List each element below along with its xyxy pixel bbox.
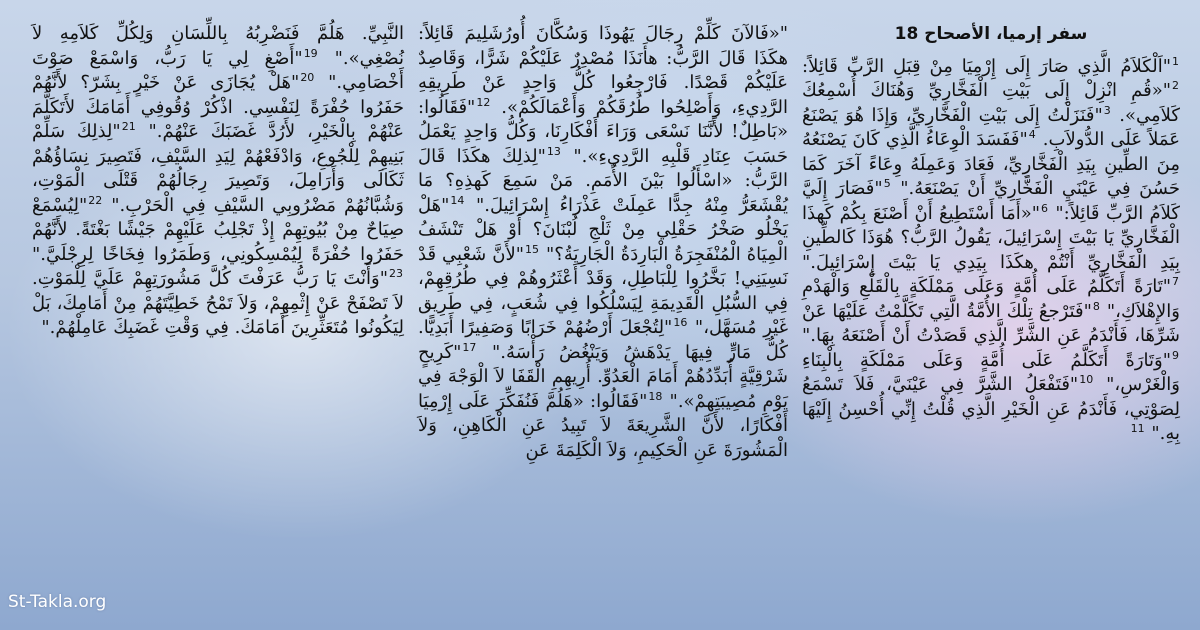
verse-text: "كَرِيحٍ شَرْقِيَّةٍ أُبَدِّدُهُمْ أَمَامَ الْعَدُوِّ. أُرِيهِمِ الْقَفَا لاَ الْوَجْهَ فِي يَوْمِ مُصِيبَتِهِمْ»." (418, 341, 788, 412)
verse-number: 22 (88, 193, 103, 207)
verse-text: النَّبِيِّ. هَلُمَّ فَنَضْرِبُهُ بِاللِّسَانِ وَلِكُلِّ كَلاَمِهِ لاَ نُصْغِي»." (32, 23, 404, 69)
verse-number: 16 (673, 316, 688, 329)
verse-text: "هَلْ يَخْلُو صَخْرُ حَقْلِي مِنْ ثَلْجِ لُبْنَانَ؟ أَوْ هَلْ تَنْشَفُ الْمِيَاهُ الْمُنْفَجِرَةُ الْبَارِدَةُ الْجَارِيَةُ؟" (418, 194, 788, 265)
verse-text: "وَأَنْتَ يَا رَبُّ عَرَفْتَ كُلَّ مَشُورَتِهِمْ عَلَيَّ لِلْمَوْتِ. لاَ تَصْفَحْ عَنْ إِثْمِهِمْ، وَلاَ تَمْحُ خَطِيَّتَهُمْ مِنْ أَمَامِكَ، بَلْ لِيَكُونُوا مُتَعَثِّرِينَ أَمَامَكَ. فِي وَقْتِ غَضَبِكَ عَامِلْهُمْ." (32, 268, 404, 338)
verse-text: "فَفَسَدَ الْوِعَاءُ الَّذِي كَانَ يَصْنَعُهُ مِنَ الطِّينِ بِيَدِ الْفَخَّارِيِّ، فَعَادَ وَعَمِلَهُ وِعَاءً آخَرَ كَمَا حَسُنَ فِي عَيْنَيِ الْفَخَّارِيِّ أَنْ يَصْنَعَهُ." (802, 129, 1180, 199)
verse-number: 13 (546, 144, 561, 158)
verse-number: 8 (1092, 299, 1100, 313)
column-right-text (802, 55, 1180, 447)
verse-text: "فَتَرْجعُ تِلْكَ الأُمَّةُ الَّتِي تَكَلَّمْتُ عَلَيْهَا عَنْ شَرِّهَا، فَأَنْدَمُ عَنِ الشَّرِّ الَّذِي قَصَدْتُ أَنْ أَصْنَعَهُ بِهَا." (802, 300, 1180, 346)
verse-number: 10 (1079, 373, 1094, 386)
verse-number: 7 (1172, 275, 1180, 288)
verse-text: "فَنَزَلْتُ إِلَى بَيْتِ الْفَخَّارِيِّ، وَإِذَا هُوَ يَصْنَعُ عَمَلاً عَلَى الدُّولاَبِ. (802, 104, 1180, 150)
verse-number: 21 (121, 120, 136, 133)
verse-text: "«أَمَا أَسْتَطِيعُ أَنْ أَصْنَعَ بِكُمْ كَهذَا الْفَخَّارِيِّ يَا بَيْتَ إِسْرَائِيلَ، يَقُولُ الرَّبُّ؟ هُوَذَا كَالطِّينِ بِيَدِ الْفَخَّارِيِّ أَنْتُمْ هكَذَا بِيَدِي يَا بَيْتَ إِسْرَائِيلَ." (802, 202, 1180, 273)
verse-number: 23 (389, 267, 403, 280)
verse-text: "«فَالآنَ كَلِّمْ رِجَالَ يَهُوذَا وَسُكَّانَ أُورُشَلِيمَ قَائِلاً: هكَذَا قَالَ الرَّبُّ: هأَنَذَا مُصْدِرٌ عَلَيْكُمْ شَرًّا، وَقَاصِدٌ عَلَيْكُمْ قَصْدًا. فَارْجِعُوا كُلُّ وَاحِدٍ عَنْ طَرِيقِهِ الرَّدِيءِ، وَأَصْلِحُوا طُرُقَكُمْ وَأَعْمَالَكُمْ». (418, 23, 788, 118)
verse-text: "فَصَارَ إِلَيَّ كَلاَمُ الرَّبِّ قَائِلاً:" (802, 178, 1180, 224)
verse (1130, 423, 1146, 444)
verse-number: 18 (648, 389, 663, 403)
verse-text: "اَلْكَلاَمُ الَّذِي صَارَ إِلَى إِرْمِيَا مِنْ قِبَلِ الرَّبِّ قَائِلاً: (802, 55, 1171, 77)
column-left (32, 22, 404, 341)
verse-text: "لِيُسْمَعْ صِيَاحٌ مِنْ بُيُوتِهِمْ إِذْ تَجْلِبُ عَلَيْهِمْ جَيْشًا بَغْتَةً. لأَنَّهُمْ حَفَرُوا حُفْرَةً لِيُمْسِكُونِي، وَطَمَرُوا فِخَاخًا لِرِجْلَيَّ." (32, 194, 404, 265)
verse-text: "لِذلِكَ هكَذَا قَالَ الرَّبُّ: «اسْأَلُوا بَيْنَ الأُمَمِ. مَنْ سَمِعَ كَهذِهِ؟ مَا يُقْشَعَرُّ مِنْهُ جِدًّا عَمِلَتْ عَذْرَاءُ إِسْرَائِيلَ." (418, 145, 788, 216)
verse-number: 5 (883, 177, 891, 190)
verse-number: 15 (525, 242, 540, 256)
verse-text: "فَتَفْعَلُ الشَّرَّ فِي عَيْنَيَّ، فَلاَ تَسْمَعُ لِصَوْتِي، فَأَنْدَمُ عَنِ الْخَيْرِ الَّذِي قُلْتُ إِنِّي أُحْسِنُ إِلَيْهَا بِهِ." (802, 374, 1180, 444)
verse-number: 19 (303, 46, 318, 60)
verse-text: "أَصْغِ لِي يَا رَبُّ، وَاسْمَعْ صَوْتَ أَخْصَامِي." (32, 47, 404, 93)
verse-text: "لأَنَّ شَعْبِي قَدْ نَسِيَنِي! بَخَّرُوا لِلْبَاطِلِ، وَقَدْ أَعْثَرُوهُمْ فِي طُرُقِهِمْ، فِي السُّبُلِ الْقَدِيمَةِ لِيَسْلُكُوا فِي شُعَبٍ، فِي طَرِيق غَيْرِ مُسَهَّل،" (418, 243, 788, 338)
column-middle-text (418, 22, 788, 463)
verse-text: "فَقَالُوا: «بَاطِلٌ! لأَنَّنَا نَسْعَى وَرَاءَ أَفْكَارِنَا، وَكُلُّ وَاحِدٍ يَعْمَلُ حَسَبَ عِنَادِ قَلْبِهِ الرَّدِيءِ»." (418, 96, 788, 167)
verse-text: "هَلْ يُجَازَى عَنْ خَيْرٍ بِشَرّ؟ لأَنَّهُمْ حَفَرُوا حُفْرَةً لِنَفْسِي. اذْكُرْ وُقُوفِي أَمَامَكَ لأَتَكَلَّمَ عَنْهُمْ بِالْخَيْرِ، لأَرُدَّ غَضَبَكَ عَنْهُمْ." (32, 72, 405, 142)
site-watermark: St-Takla.org (8, 592, 107, 612)
verse (802, 56, 1180, 77)
verse-number: 9 (1172, 348, 1179, 362)
verse-text: "وَتَارَةً أَتَكَلَّمُ عَلَى أُمَّةٍ وَعَلَى مَمْلَكَةٍ بِالْبِنَاءِ وَالْغَرْسِ،" (802, 349, 1180, 395)
verse-number: 11 (1130, 422, 1145, 435)
verse-number: 1 (1172, 54, 1179, 68)
verse-number: 14 (450, 193, 465, 207)
column-right (802, 22, 1180, 447)
verse-number: 20 (300, 71, 315, 84)
column-middle (418, 22, 788, 463)
verse-number: 2 (1172, 79, 1179, 92)
verse-number: 3 (1103, 103, 1111, 117)
chapter-title: سفر إرميا، الأصحاح 18 (894, 24, 1088, 44)
verse-text: "تَارَةً أَتَكَلَّمُ عَلَى أُمَّةٍ وَعَلَى مَمْلَكَةٍ بِالْقَلْعِ وَالْهَدْمِ وَالإِهْلاَكِ،" (802, 276, 1180, 322)
verse-number: 17 (462, 340, 477, 354)
verse-number: 12 (476, 95, 491, 109)
verse-number: 6 (1041, 201, 1049, 215)
verse-text: "لِتُجْعَلَ أَرْضُهُمْ خَرَابًا وَصَفِيرًا أَبَدِيًّا. كُلُّ مَارٍّ فِيهَا يَدْهَشُ وَيَنْغُضُ رَأْسَهُ." (418, 317, 788, 363)
verse-text: "فَقَالُوا: «هَلُمَّ فَنُفَكِّرَ عَلَى إِرْمِيَا أَفْكَارًا، لأَنَّ الشَّرِيعَةَ لاَ تَبِيدُ عَنِ الْكَاهِنِ، وَلاَ الْمَشُورَةَ عَنِ الْحَكِيمِ، وَلاَ الْكَلِمَةَ عَنِ (418, 390, 788, 461)
column-left-text (32, 22, 404, 341)
verse-number: 4 (1028, 128, 1036, 141)
verse (32, 268, 404, 338)
verse-text: "لِذلِكَ سَلِّمْ بَنِيهِمْ لِلْجُوعِ، وَادْفَعْهُمْ لِيَدِ السَّيْفِ، فَتَصِيرَ نِسَاؤُهُمْ ثَكَالَى وَأَرَامِلَ، وَتَصِيرَ رِجَالُهُمْ قَتْلَى الْمَوْتِ، وَشُبَّانُهُمْ مَضْرُوبِي السَّيْفِ فِي الْحَرْبِ." (32, 121, 404, 216)
verse-text: "«قُمِ انْزِلْ إِلَى بَيْتِ الْفَخَّارِيِّ وَهُنَاكَ أُسْمِعُكَ كَلاَمِي». (802, 80, 1180, 126)
